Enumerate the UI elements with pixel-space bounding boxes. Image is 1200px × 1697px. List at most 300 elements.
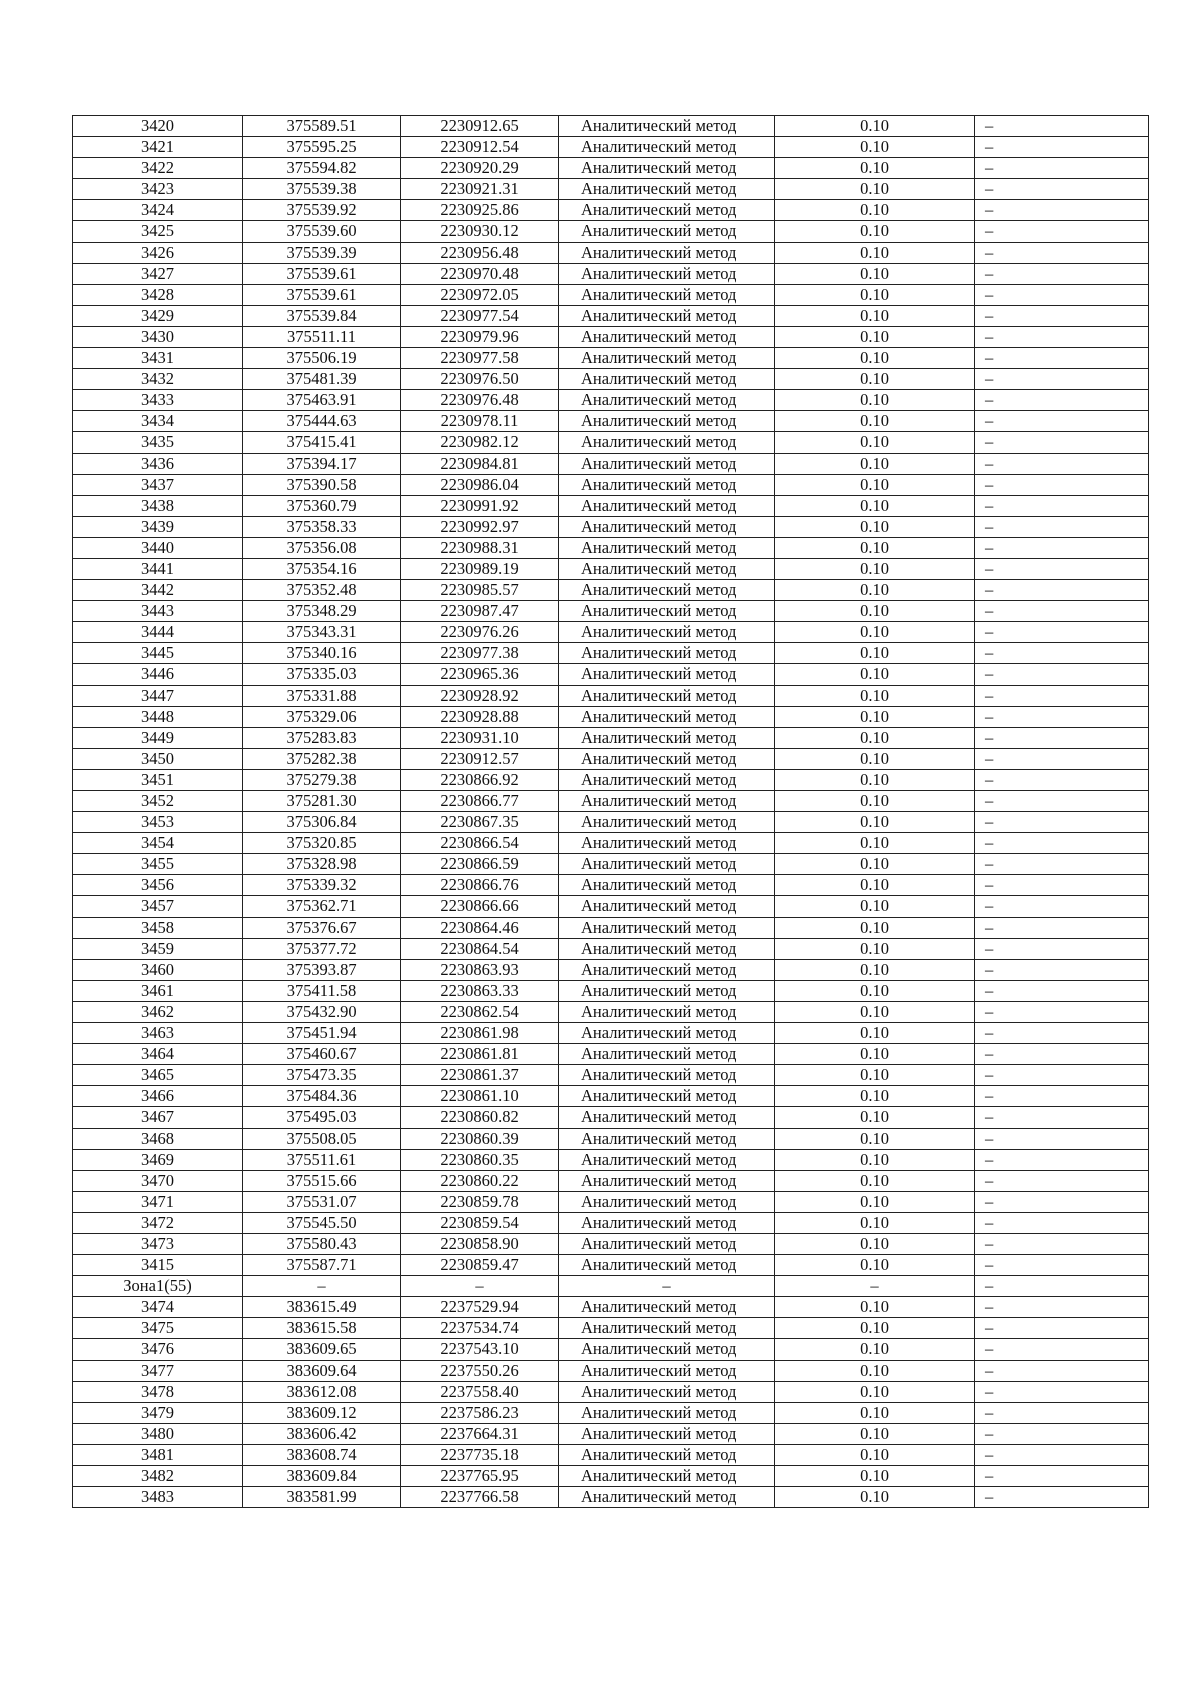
x-coordinate-cell: 375362.71 [243, 896, 401, 917]
x-coordinate-cell: 383609.64 [243, 1360, 401, 1381]
y-coordinate-cell: 2230931.10 [401, 727, 559, 748]
accuracy-cell: 0.10 [775, 1360, 975, 1381]
description-cell: – [975, 1128, 1149, 1149]
method-cell: Аналитический метод [559, 1466, 775, 1487]
point-number-cell: 3462 [73, 1001, 243, 1022]
accuracy-cell: 0.10 [775, 221, 975, 242]
point-number-cell: 3483 [73, 1487, 243, 1508]
point-number-cell: 3440 [73, 537, 243, 558]
table-row [73, 1023, 1149, 1044]
point-number-cell: 3447 [73, 685, 243, 706]
point-number-cell: 3458 [73, 917, 243, 938]
point-number-cell: 3444 [73, 622, 243, 643]
y-coordinate-cell: 2230858.90 [401, 1233, 559, 1254]
point-number-cell: 3476 [73, 1339, 243, 1360]
table-row [73, 137, 1149, 158]
y-coordinate-cell: 2230987.47 [401, 601, 559, 622]
point-number-cell: 3452 [73, 791, 243, 812]
table-row [73, 495, 1149, 516]
accuracy-cell: 0.10 [775, 1318, 975, 1339]
point-number-cell: 3471 [73, 1191, 243, 1212]
method-cell: Аналитический метод [559, 1212, 775, 1233]
table-row [73, 411, 1149, 432]
point-number-cell: 3442 [73, 580, 243, 601]
x-coordinate-cell: 375343.31 [243, 622, 401, 643]
description-cell: – [975, 1423, 1149, 1444]
description-cell: – [975, 516, 1149, 537]
point-number-cell: 3456 [73, 875, 243, 896]
accuracy-cell: 0.10 [775, 959, 975, 980]
y-coordinate-cell: 2230984.81 [401, 453, 559, 474]
table-row [73, 1128, 1149, 1149]
method-cell: Аналитический метод [559, 1318, 775, 1339]
accuracy-cell: 0.10 [775, 1255, 975, 1276]
x-coordinate-cell: 375328.98 [243, 854, 401, 875]
description-cell: – [975, 1339, 1149, 1360]
description-cell: – [975, 158, 1149, 179]
point-number-cell: 3438 [73, 495, 243, 516]
x-coordinate-cell: – [243, 1276, 401, 1297]
accuracy-cell: 0.10 [775, 1402, 975, 1423]
y-coordinate-cell: 2230912.65 [401, 116, 559, 137]
method-cell: Аналитический метод [559, 537, 775, 558]
x-coordinate-cell: 375508.05 [243, 1128, 401, 1149]
x-coordinate-cell: 383609.84 [243, 1466, 401, 1487]
method-cell: Аналитический метод [559, 1402, 775, 1423]
y-coordinate-cell: 2230860.39 [401, 1128, 559, 1149]
description-cell: – [975, 812, 1149, 833]
method-cell: Аналитический метод [559, 305, 775, 326]
method-cell: Аналитический метод [559, 980, 775, 1001]
accuracy-cell: 0.10 [775, 263, 975, 284]
table-row [73, 1381, 1149, 1402]
point-number-cell: 3433 [73, 390, 243, 411]
method-cell: Аналитический метод [559, 558, 775, 579]
y-coordinate-cell: 2230992.97 [401, 516, 559, 537]
method-cell: Аналитический метод [559, 348, 775, 369]
y-coordinate-cell: 2230866.59 [401, 854, 559, 875]
x-coordinate-cell: 375354.16 [243, 558, 401, 579]
table-row [73, 326, 1149, 347]
y-coordinate-cell: 2230928.92 [401, 685, 559, 706]
description-cell: – [975, 854, 1149, 875]
x-coordinate-cell: 375335.03 [243, 664, 401, 685]
x-coordinate-cell: 375539.92 [243, 200, 401, 221]
x-coordinate-cell: 375595.25 [243, 137, 401, 158]
x-coordinate-cell: 375460.67 [243, 1044, 401, 1065]
y-coordinate-cell: 2230859.78 [401, 1191, 559, 1212]
method-cell: Аналитический метод [559, 1233, 775, 1254]
description-cell: – [975, 580, 1149, 601]
accuracy-cell: 0.10 [775, 1170, 975, 1191]
table-row [73, 474, 1149, 495]
y-coordinate-cell: 2237550.26 [401, 1360, 559, 1381]
description-cell: – [975, 1086, 1149, 1107]
x-coordinate-cell: 375515.66 [243, 1170, 401, 1191]
point-number-cell: 3421 [73, 137, 243, 158]
method-cell: Аналитический метод [559, 664, 775, 685]
accuracy-cell: 0.10 [775, 875, 975, 896]
method-cell: Аналитический метод [559, 158, 775, 179]
table-row [73, 516, 1149, 537]
x-coordinate-cell: 383612.08 [243, 1381, 401, 1402]
table-row [73, 664, 1149, 685]
x-coordinate-cell: 375356.08 [243, 537, 401, 558]
y-coordinate-cell: 2237765.95 [401, 1466, 559, 1487]
point-number-cell: 3430 [73, 326, 243, 347]
x-coordinate-cell: 375432.90 [243, 1001, 401, 1022]
y-coordinate-cell: 2230977.54 [401, 305, 559, 326]
accuracy-cell: 0.10 [775, 643, 975, 664]
table-row [73, 769, 1149, 790]
x-coordinate-cell: 375283.83 [243, 727, 401, 748]
point-number-cell: 3434 [73, 411, 243, 432]
accuracy-cell: 0.10 [775, 1339, 975, 1360]
point-number-cell: 3429 [73, 305, 243, 326]
y-coordinate-cell: 2230866.77 [401, 791, 559, 812]
accuracy-cell: 0.10 [775, 917, 975, 938]
accuracy-cell: 0.10 [775, 1297, 975, 1318]
description-cell: – [975, 474, 1149, 495]
method-cell: Аналитический метод [559, 326, 775, 347]
x-coordinate-cell: 375580.43 [243, 1233, 401, 1254]
x-coordinate-cell: 375531.07 [243, 1191, 401, 1212]
coordinates-table-body [73, 116, 1149, 1508]
method-cell: Аналитический метод [559, 854, 775, 875]
method-cell: Аналитический метод [559, 495, 775, 516]
x-coordinate-cell: 375451.94 [243, 1023, 401, 1044]
description-cell: – [975, 1466, 1149, 1487]
accuracy-cell: 0.10 [775, 980, 975, 1001]
table-row [73, 1255, 1149, 1276]
accuracy-cell: 0.10 [775, 580, 975, 601]
y-coordinate-cell: 2230863.93 [401, 959, 559, 980]
table-row [73, 1423, 1149, 1444]
accuracy-cell: 0.10 [775, 1086, 975, 1107]
accuracy-cell: 0.10 [775, 727, 975, 748]
table-row [73, 1233, 1149, 1254]
x-coordinate-cell: 375282.38 [243, 748, 401, 769]
method-cell: Аналитический метод [559, 938, 775, 959]
point-number-cell: 3439 [73, 516, 243, 537]
description-cell: – [975, 200, 1149, 221]
x-coordinate-cell: 375511.61 [243, 1149, 401, 1170]
table-row [73, 1318, 1149, 1339]
table-row [73, 812, 1149, 833]
table-row [73, 959, 1149, 980]
method-cell: Аналитический метод [559, 1297, 775, 1318]
description-cell: – [975, 706, 1149, 727]
accuracy-cell: 0.10 [775, 1212, 975, 1233]
x-coordinate-cell: 375415.41 [243, 432, 401, 453]
y-coordinate-cell: 2230863.33 [401, 980, 559, 1001]
y-coordinate-cell: 2230976.48 [401, 390, 559, 411]
accuracy-cell: 0.10 [775, 558, 975, 579]
y-coordinate-cell: 2230928.88 [401, 706, 559, 727]
description-cell: – [975, 1318, 1149, 1339]
accuracy-cell: 0.10 [775, 812, 975, 833]
point-number-cell: 3482 [73, 1466, 243, 1487]
description-cell: – [975, 1149, 1149, 1170]
point-number-cell: 3441 [73, 558, 243, 579]
table-row [73, 727, 1149, 748]
y-coordinate-cell: 2237529.94 [401, 1297, 559, 1318]
table-row [73, 1044, 1149, 1065]
description-cell: – [975, 1402, 1149, 1423]
y-coordinate-cell: 2230866.76 [401, 875, 559, 896]
y-coordinate-cell: 2230920.29 [401, 158, 559, 179]
point-number-cell: 3469 [73, 1149, 243, 1170]
x-coordinate-cell: 375339.32 [243, 875, 401, 896]
accuracy-cell: 0.10 [775, 432, 975, 453]
x-coordinate-cell: 375511.11 [243, 326, 401, 347]
method-cell: Аналитический метод [559, 769, 775, 790]
description-cell: – [975, 791, 1149, 812]
accuracy-cell: 0.10 [775, 1128, 975, 1149]
point-number-cell: 3450 [73, 748, 243, 769]
point-number-cell: Зона1(55) [73, 1276, 243, 1297]
accuracy-cell: 0.10 [775, 1381, 975, 1402]
point-number-cell: 3479 [73, 1402, 243, 1423]
y-coordinate-cell: 2230866.92 [401, 769, 559, 790]
table-row [73, 748, 1149, 769]
x-coordinate-cell: 375340.16 [243, 643, 401, 664]
method-cell: Аналитический метод [559, 1170, 775, 1191]
accuracy-cell: 0.10 [775, 369, 975, 390]
table-row [73, 242, 1149, 263]
x-coordinate-cell: 383609.12 [243, 1402, 401, 1423]
x-coordinate-cell: 375394.17 [243, 453, 401, 474]
description-cell: – [975, 1444, 1149, 1465]
table-row [73, 221, 1149, 242]
description-cell: – [975, 1065, 1149, 1086]
accuracy-cell: 0.10 [775, 1423, 975, 1444]
y-coordinate-cell: 2230989.19 [401, 558, 559, 579]
x-coordinate-cell: 375444.63 [243, 411, 401, 432]
y-coordinate-cell: 2230979.96 [401, 326, 559, 347]
x-coordinate-cell: 375279.38 [243, 769, 401, 790]
table-row [73, 369, 1149, 390]
x-coordinate-cell: 375376.67 [243, 917, 401, 938]
method-cell: Аналитический метод [559, 1487, 775, 1508]
description-cell: – [975, 558, 1149, 579]
description-cell: – [975, 137, 1149, 158]
method-cell: Аналитический метод [559, 812, 775, 833]
table-row [73, 200, 1149, 221]
method-cell: Аналитический метод [559, 685, 775, 706]
method-cell: Аналитический метод [559, 791, 775, 812]
table-row [73, 432, 1149, 453]
table-row [73, 158, 1149, 179]
y-coordinate-cell: 2230985.57 [401, 580, 559, 601]
accuracy-cell: 0.10 [775, 326, 975, 347]
table-row [73, 284, 1149, 305]
method-cell: Аналитический метод [559, 643, 775, 664]
point-number-cell: 3464 [73, 1044, 243, 1065]
accuracy-cell: 0.10 [775, 748, 975, 769]
x-coordinate-cell: 375281.30 [243, 791, 401, 812]
description-cell: – [975, 622, 1149, 643]
table-row [73, 1170, 1149, 1191]
method-cell: Аналитический метод [559, 727, 775, 748]
method-cell: Аналитический метод [559, 1065, 775, 1086]
point-number-cell: 3454 [73, 833, 243, 854]
accuracy-cell: 0.10 [775, 1487, 975, 1508]
point-number-cell: 3478 [73, 1381, 243, 1402]
table-row [73, 305, 1149, 326]
point-number-cell: 3453 [73, 812, 243, 833]
table-row [73, 1191, 1149, 1212]
description-cell: – [975, 1170, 1149, 1191]
x-coordinate-cell: 375539.39 [243, 242, 401, 263]
point-number-cell: 3461 [73, 980, 243, 1001]
y-coordinate-cell: 2237534.74 [401, 1318, 559, 1339]
x-coordinate-cell: 375545.50 [243, 1212, 401, 1233]
accuracy-cell: 0.10 [775, 453, 975, 474]
method-cell: Аналитический метод [559, 1444, 775, 1465]
point-number-cell: 3449 [73, 727, 243, 748]
description-cell: – [975, 390, 1149, 411]
method-cell: Аналитический метод [559, 1423, 775, 1444]
table-row [73, 116, 1149, 137]
method-cell: Аналитический метод [559, 1107, 775, 1128]
table-row [73, 1444, 1149, 1465]
x-coordinate-cell: 375589.51 [243, 116, 401, 137]
description-cell: – [975, 432, 1149, 453]
description-cell: – [975, 537, 1149, 558]
point-number-cell: 3426 [73, 242, 243, 263]
point-number-cell: 3428 [73, 284, 243, 305]
method-cell: Аналитический метод [559, 200, 775, 221]
x-coordinate-cell: 375306.84 [243, 812, 401, 833]
description-cell: – [975, 495, 1149, 516]
method-cell: Аналитический метод [559, 432, 775, 453]
y-coordinate-cell: 2230977.58 [401, 348, 559, 369]
point-number-cell: 3451 [73, 769, 243, 790]
accuracy-cell: 0.10 [775, 706, 975, 727]
method-cell: Аналитический метод [559, 390, 775, 411]
point-number-cell: 3448 [73, 706, 243, 727]
description-cell: – [975, 1191, 1149, 1212]
point-number-cell: 3477 [73, 1360, 243, 1381]
point-number-cell: 3427 [73, 263, 243, 284]
description-cell: – [975, 1360, 1149, 1381]
table-row [73, 833, 1149, 854]
y-coordinate-cell: 2230930.12 [401, 221, 559, 242]
method-cell: Аналитический метод [559, 369, 775, 390]
point-number-cell: 3425 [73, 221, 243, 242]
y-coordinate-cell: 2230861.81 [401, 1044, 559, 1065]
y-coordinate-cell: 2230925.86 [401, 200, 559, 221]
y-coordinate-cell: 2237664.31 [401, 1423, 559, 1444]
table-row [73, 1107, 1149, 1128]
description-cell: – [975, 833, 1149, 854]
accuracy-cell: 0.10 [775, 200, 975, 221]
point-number-cell: 3435 [73, 432, 243, 453]
table-row [73, 643, 1149, 664]
y-coordinate-cell: 2230988.31 [401, 537, 559, 558]
method-cell: Аналитический метод [559, 1086, 775, 1107]
y-coordinate-cell: 2230866.54 [401, 833, 559, 854]
x-coordinate-cell: 375594.82 [243, 158, 401, 179]
x-coordinate-cell: 375360.79 [243, 495, 401, 516]
method-cell: Аналитический метод [559, 917, 775, 938]
point-number-cell: 3432 [73, 369, 243, 390]
accuracy-cell: 0.10 [775, 1444, 975, 1465]
accuracy-cell: 0.10 [775, 664, 975, 685]
table-row [73, 1086, 1149, 1107]
accuracy-cell: 0.10 [775, 495, 975, 516]
y-coordinate-cell: 2230860.22 [401, 1170, 559, 1191]
y-coordinate-cell: 2230867.35 [401, 812, 559, 833]
accuracy-cell: 0.10 [775, 791, 975, 812]
method-cell: Аналитический метод [559, 1044, 775, 1065]
method-cell: Аналитический метод [559, 221, 775, 242]
point-number-cell: 3467 [73, 1107, 243, 1128]
description-cell: – [975, 980, 1149, 1001]
accuracy-cell: – [775, 1276, 975, 1297]
table-row [73, 1487, 1149, 1508]
description-cell: – [975, 1001, 1149, 1022]
table-row [73, 558, 1149, 579]
method-cell: Аналитический метод [559, 959, 775, 980]
y-coordinate-cell: 2230921.31 [401, 179, 559, 200]
table-row [73, 1212, 1149, 1233]
x-coordinate-cell: 375331.88 [243, 685, 401, 706]
method-cell: Аналитический метод [559, 1001, 775, 1022]
x-coordinate-cell: 375587.71 [243, 1255, 401, 1276]
table-row [73, 980, 1149, 1001]
point-number-cell: 3460 [73, 959, 243, 980]
point-number-cell: 3420 [73, 116, 243, 137]
method-cell: Аналитический метод [559, 1128, 775, 1149]
y-coordinate-cell: 2230866.66 [401, 896, 559, 917]
description-cell: – [975, 727, 1149, 748]
accuracy-cell: 0.10 [775, 305, 975, 326]
table-row [73, 1466, 1149, 1487]
y-coordinate-cell: 2230861.37 [401, 1065, 559, 1086]
y-coordinate-cell: 2230978.11 [401, 411, 559, 432]
method-cell: Аналитический метод [559, 137, 775, 158]
method-cell: Аналитический метод [559, 1149, 775, 1170]
x-coordinate-cell: 375377.72 [243, 938, 401, 959]
description-cell: – [975, 938, 1149, 959]
accuracy-cell: 0.10 [775, 348, 975, 369]
method-cell: Аналитический метод [559, 1255, 775, 1276]
table-row [73, 537, 1149, 558]
description-cell: – [975, 1276, 1149, 1297]
y-coordinate-cell: 2230976.26 [401, 622, 559, 643]
description-cell: – [975, 601, 1149, 622]
x-coordinate-cell: 375329.06 [243, 706, 401, 727]
method-cell: Аналитический метод [559, 580, 775, 601]
table-row [73, 1001, 1149, 1022]
point-number-cell: 3423 [73, 179, 243, 200]
x-coordinate-cell: 375539.61 [243, 284, 401, 305]
table-row [73, 580, 1149, 601]
point-number-cell: 3457 [73, 896, 243, 917]
point-number-cell: 3424 [73, 200, 243, 221]
table-row [73, 938, 1149, 959]
table-row [73, 179, 1149, 200]
accuracy-cell: 0.10 [775, 1149, 975, 1170]
point-number-cell: 3480 [73, 1423, 243, 1444]
accuracy-cell: 0.10 [775, 158, 975, 179]
y-coordinate-cell: 2230972.05 [401, 284, 559, 305]
x-coordinate-cell: 375539.38 [243, 179, 401, 200]
accuracy-cell: 0.10 [775, 474, 975, 495]
y-coordinate-cell: 2230859.47 [401, 1255, 559, 1276]
